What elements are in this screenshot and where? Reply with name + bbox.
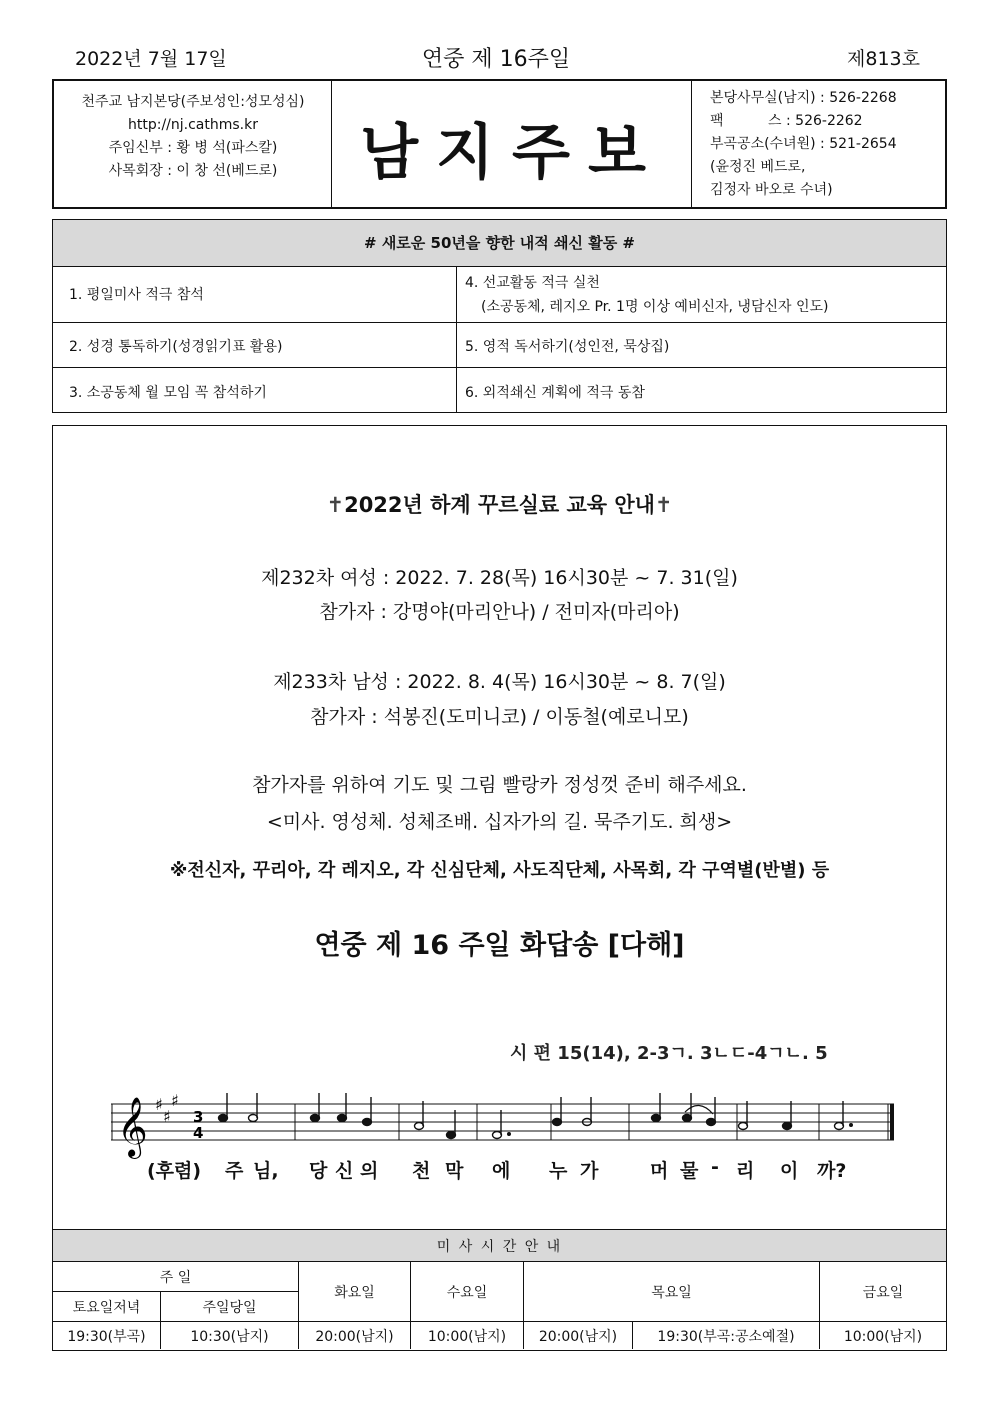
lyric-syllable: 가 xyxy=(580,1160,599,1182)
note xyxy=(249,1115,258,1122)
pastor: 주임신부 : 황 병 석(파스칼) xyxy=(108,140,278,156)
note xyxy=(683,1115,692,1122)
activity-1: 1. 평일미사 적극 참석 xyxy=(69,287,204,303)
fri-header: 금요일 xyxy=(820,1262,946,1322)
lyric-syllable: 누 xyxy=(549,1160,568,1182)
cursillo-title-line xyxy=(53,489,946,519)
prayer-request: 참가자를 위하여 기도 및 그림 빨랑카 정성껏 준비 해주세요. xyxy=(252,774,747,796)
lyric-syllable: 천 xyxy=(412,1160,431,1182)
lyric-syllable: 신 xyxy=(335,1160,354,1182)
note xyxy=(553,1119,562,1126)
treble-clef-icon: 𝄞 xyxy=(117,1097,148,1157)
note xyxy=(447,1132,456,1139)
psalm-reference: 시 편 15(14), 2-3ㄱ. 3ㄴㄷ-4ㄱㄴ. 5 xyxy=(510,1043,828,1064)
issue-date: 2022년 7월 17일 xyxy=(75,48,227,70)
main-box xyxy=(52,425,947,1351)
note xyxy=(652,1115,661,1122)
lyric-syllable: - xyxy=(711,1156,719,1178)
activities-table xyxy=(52,219,947,413)
nuns-line1: (윤정진 베드로, xyxy=(710,159,806,175)
lyric-syllable: 주 xyxy=(225,1160,244,1182)
note xyxy=(363,1119,372,1126)
note xyxy=(707,1119,716,1126)
parish-name: 천주교 남지본당(주보성인:성모성심) xyxy=(81,94,305,110)
activity-3: 3. 소공동체 월 모임 꼭 참석하기 xyxy=(69,385,267,401)
sunday-day-header: 주일당일 xyxy=(161,1292,299,1322)
activity-6: 6. 외적쇄신 계획에 적극 동참 xyxy=(465,385,645,401)
fri-time: 10:00(남지) xyxy=(843,1328,923,1345)
paper-title: 남지주보 xyxy=(360,118,664,188)
wed-time: 10:00(남지) xyxy=(411,1322,524,1349)
fax: 팩 스 : 526-2262 xyxy=(710,113,863,129)
activity-4-detail: (소공동체, 레지오 Pr. 1명 이상 예비신자, 냉담신자 인도) xyxy=(481,299,829,315)
lyric-syllable: 이 xyxy=(780,1160,799,1182)
note xyxy=(739,1123,748,1130)
lyric-syllable: 님, xyxy=(253,1160,279,1182)
wed-header: 수요일 xyxy=(411,1262,524,1322)
women-participants: 참가자 : 강명야(마리안나) / 전미자(마리아) xyxy=(319,601,680,623)
activity-5: 5. 영적 독서하기(성인전, 묵상집) xyxy=(465,339,670,355)
sunday-header: 주 일 xyxy=(53,1262,299,1292)
activity-2: 2. 성경 통독하기(성경읽기표 활용) xyxy=(69,339,283,355)
thu-header: 목요일 xyxy=(524,1262,820,1322)
notes xyxy=(219,1093,853,1139)
council-president: 사목회장 : 이 창 선(베드로) xyxy=(108,163,278,179)
contact-info xyxy=(710,87,945,202)
convent-phone: 부곡공소(수녀원) : 521-2654 xyxy=(710,136,897,152)
activity-4: 4. 선교활동 적극 실천 xyxy=(465,275,600,291)
time-signature-bottom: 4 xyxy=(193,1124,204,1142)
psalm-title: 연중 제 16 주일 화답송 [다해] xyxy=(314,930,685,961)
cursillo-title: 2022년 하계 꾸르실료 교육 안내 xyxy=(344,493,655,517)
groups: ※전신자, 꾸리아, 각 레지오, 각 신심단체, 사도직단체, 사목회, 각 구역별(반별) 등 xyxy=(169,860,830,881)
lyric-syllable: 머 xyxy=(650,1160,669,1182)
lyric-syllable: (후렴) xyxy=(147,1160,202,1182)
note xyxy=(835,1123,844,1130)
lyric-syllable: 당 xyxy=(309,1160,328,1182)
lyric-syllable: 리 xyxy=(736,1160,755,1182)
men-participants: 참가자 : 석봉진(도미니코) / 이동철(예로니모) xyxy=(310,706,689,728)
parish-info xyxy=(54,91,332,183)
women-session: 제232차 여성 : 2022. 7. 28(목) 16시30분 ~ 7. 31(일) xyxy=(261,567,738,589)
lyric-syllable: 의 xyxy=(360,1160,379,1182)
parish-url[interactable]: http://nj.cathms.kr xyxy=(128,117,258,133)
prayer-list: <미사. 영성체. 성체조배. 십자가의 길. 묵주기도. 희생> xyxy=(266,811,733,833)
week-title: 연중 제 16주일 xyxy=(421,47,571,72)
mass-schedule-table xyxy=(53,1229,946,1350)
time-signature-top: 3 xyxy=(193,1108,204,1126)
masthead xyxy=(52,79,947,209)
issue-number: 제813호 xyxy=(847,48,920,70)
cross-icon: ✝ xyxy=(326,493,345,517)
office-phone: 본당사무실(남지) : 526-2268 xyxy=(710,90,897,106)
thu-time-2: 19:30(부곡:공소예절) xyxy=(633,1322,820,1349)
sharp-icon: ♯ xyxy=(155,1095,163,1114)
lyric-syllable: 까? xyxy=(817,1160,847,1182)
sat-eve-header: 토요일저녁 xyxy=(53,1292,161,1322)
sharp-icon: ♯ xyxy=(163,1107,171,1126)
note xyxy=(219,1115,228,1122)
cross-icon: ✝ xyxy=(654,493,673,517)
note xyxy=(415,1123,424,1130)
nuns-line2: 김정자 바오로 수녀) xyxy=(710,182,833,198)
sunday-time: 10:30(남지) xyxy=(161,1322,299,1349)
sat-eve-time: 19:30(부곡) xyxy=(53,1322,161,1349)
lyric-syllable: 막 xyxy=(445,1160,464,1182)
mass-title: 미 사 시 간 안 내 xyxy=(53,1230,946,1262)
tue-time: 20:00(남지) xyxy=(299,1322,411,1349)
activities-title: # 새로운 50년을 향한 내적 쇄신 활동 # xyxy=(53,220,946,266)
thu-time-1: 20:00(남지) xyxy=(524,1322,633,1349)
lyrics xyxy=(147,1156,937,1186)
lyric-syllable: 에 xyxy=(492,1160,511,1182)
tue-header: 화요일 xyxy=(299,1262,411,1322)
note xyxy=(311,1115,320,1122)
lyric-syllable: 물 xyxy=(680,1160,699,1182)
men-session: 제233차 남성 : 2022. 8. 4(목) 16시30분 ~ 8. 7(일) xyxy=(273,671,726,693)
note xyxy=(338,1115,347,1122)
sharp-icon: ♯ xyxy=(171,1091,179,1110)
note xyxy=(493,1132,502,1139)
note xyxy=(783,1123,792,1130)
